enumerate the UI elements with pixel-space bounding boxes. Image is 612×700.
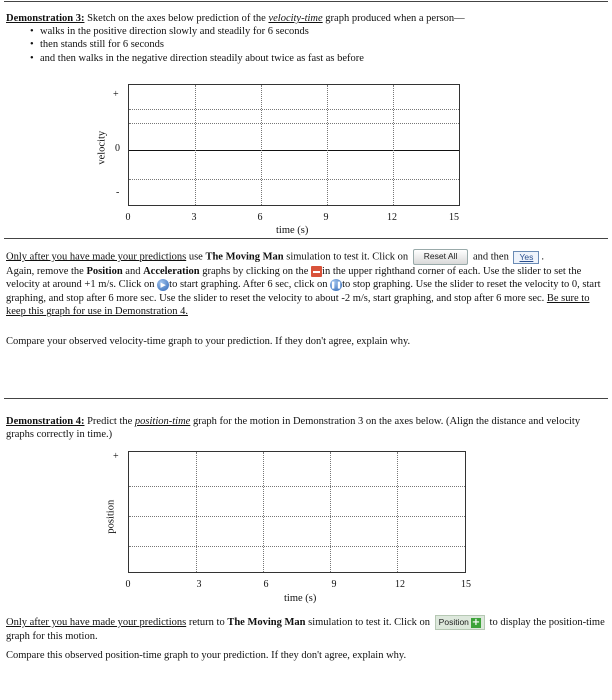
y-axis-label: position: [105, 499, 117, 534]
x-tick: 15: [449, 212, 459, 223]
grid-line: [196, 452, 197, 572]
grid-line: [330, 452, 331, 572]
x-tick: 6: [257, 212, 263, 223]
demo3-bullets: [28, 25, 588, 65]
grid-line: [393, 85, 394, 205]
grid-line: [195, 85, 196, 205]
reset-all-button[interactable]: Reset All: [413, 249, 469, 265]
moving-man-name: The Moving Man: [205, 251, 284, 263]
plus-icon: +: [471, 616, 481, 628]
x-tick: 9: [331, 579, 337, 590]
grid-line: [129, 516, 465, 517]
position-time-link: position-time: [134, 416, 191, 427]
x-axis-label: time (s): [276, 225, 309, 236]
y-plus-label: +: [113, 89, 119, 100]
x-axis-label: time (s): [284, 593, 317, 604]
y-plus-label: +: [113, 451, 119, 462]
grid-line: [129, 109, 459, 110]
bullet-item: • and then walks in the negative direction steadily about twice as fast as before: [28, 52, 588, 65]
pause-icon[interactable]: ❚❚: [330, 281, 342, 290]
demo3-title: Demonstration 3:: [6, 13, 85, 24]
grid-line: [263, 452, 264, 572]
play-icon[interactable]: ▶: [157, 279, 169, 291]
grid-line: [397, 452, 398, 572]
x-tick: 15: [461, 579, 471, 590]
demo4-instructions: Only after you have made your predictions return to The Moving Man simulation to test it. Click on Position + to display the position-time graph for this motion.: [6, 616, 605, 642]
grid-line: [327, 85, 328, 205]
demo3-intro: Demonstration 3: Sketch on the axes below prediction of the velocity-time graph produced when a person—: [6, 13, 465, 24]
demo4-title: Demonstration 4:: [6, 416, 85, 427]
x-tick: 9: [323, 212, 329, 223]
grid-line: [129, 123, 459, 124]
close-graph-icon[interactable]: [311, 266, 322, 277]
x-tick: 12: [395, 579, 405, 590]
position-graph[interactable]: [128, 451, 466, 573]
x-tick: 0: [125, 579, 131, 590]
bullet-item: • walks in the positive direction slowly and steadily for 6 seconds: [28, 25, 588, 38]
x-tick: 0: [125, 212, 131, 223]
grid-line: [129, 546, 465, 547]
section-rule: [4, 238, 608, 239]
y-minus-label: -: [116, 187, 120, 198]
demo4-compare: Compare this observed position-time graph to your prediction. If they don't agree, explain why.: [6, 650, 407, 661]
grid-line: [129, 486, 465, 487]
demo3-instructions: Only after you have made your predictions use The Moving Man simulation to test it. Click on Reset All and then Yes . Again, remove the Position and Acceleration graphs by clicking on the in the upper righthand corner of each. Use the slider to set the velocity at around +1 m/s. Click on ▶ to start graphing. After 6 sec, click on ❚❚to stop graphing. Use the slider to reset the velocity to 0, start graphing, and stop after 6 more sec. Use the slider to reset the velocity to about -2 m/s, start graphing, and stop after 6 more sec. Be sure to keep this graph for use in Demonstration 4.: [6, 251, 601, 318]
bullet-item: • then stands still for 6 seconds: [28, 38, 588, 51]
zero-axis: [129, 150, 459, 151]
yes-button[interactable]: Yes: [513, 251, 539, 264]
x-tick: 3: [191, 212, 197, 223]
demo4-intro: Demonstration 4: Predict the position-time graph for the motion in Demonstration 3 on the axes below. (Align the distance and velocity graphs correctly in time.): [6, 416, 581, 441]
x-tick: 12: [387, 212, 397, 223]
section-rule: [4, 398, 608, 399]
grid-line: [261, 85, 262, 205]
top-rule: [4, 1, 608, 2]
grid-line: [129, 179, 459, 180]
y-zero-label: 0: [115, 143, 120, 154]
position-button[interactable]: Position +: [435, 615, 485, 630]
x-tick: 3: [196, 579, 202, 590]
demo3-compare: Compare your observed velocity-time graph to your prediction. If they don't agree, explain why.: [6, 336, 411, 347]
velocity-time-link: velocity-time: [268, 13, 323, 24]
x-tick: 6: [263, 579, 269, 590]
velocity-graph[interactable]: [128, 84, 460, 206]
y-axis-label: velocity: [96, 130, 108, 165]
